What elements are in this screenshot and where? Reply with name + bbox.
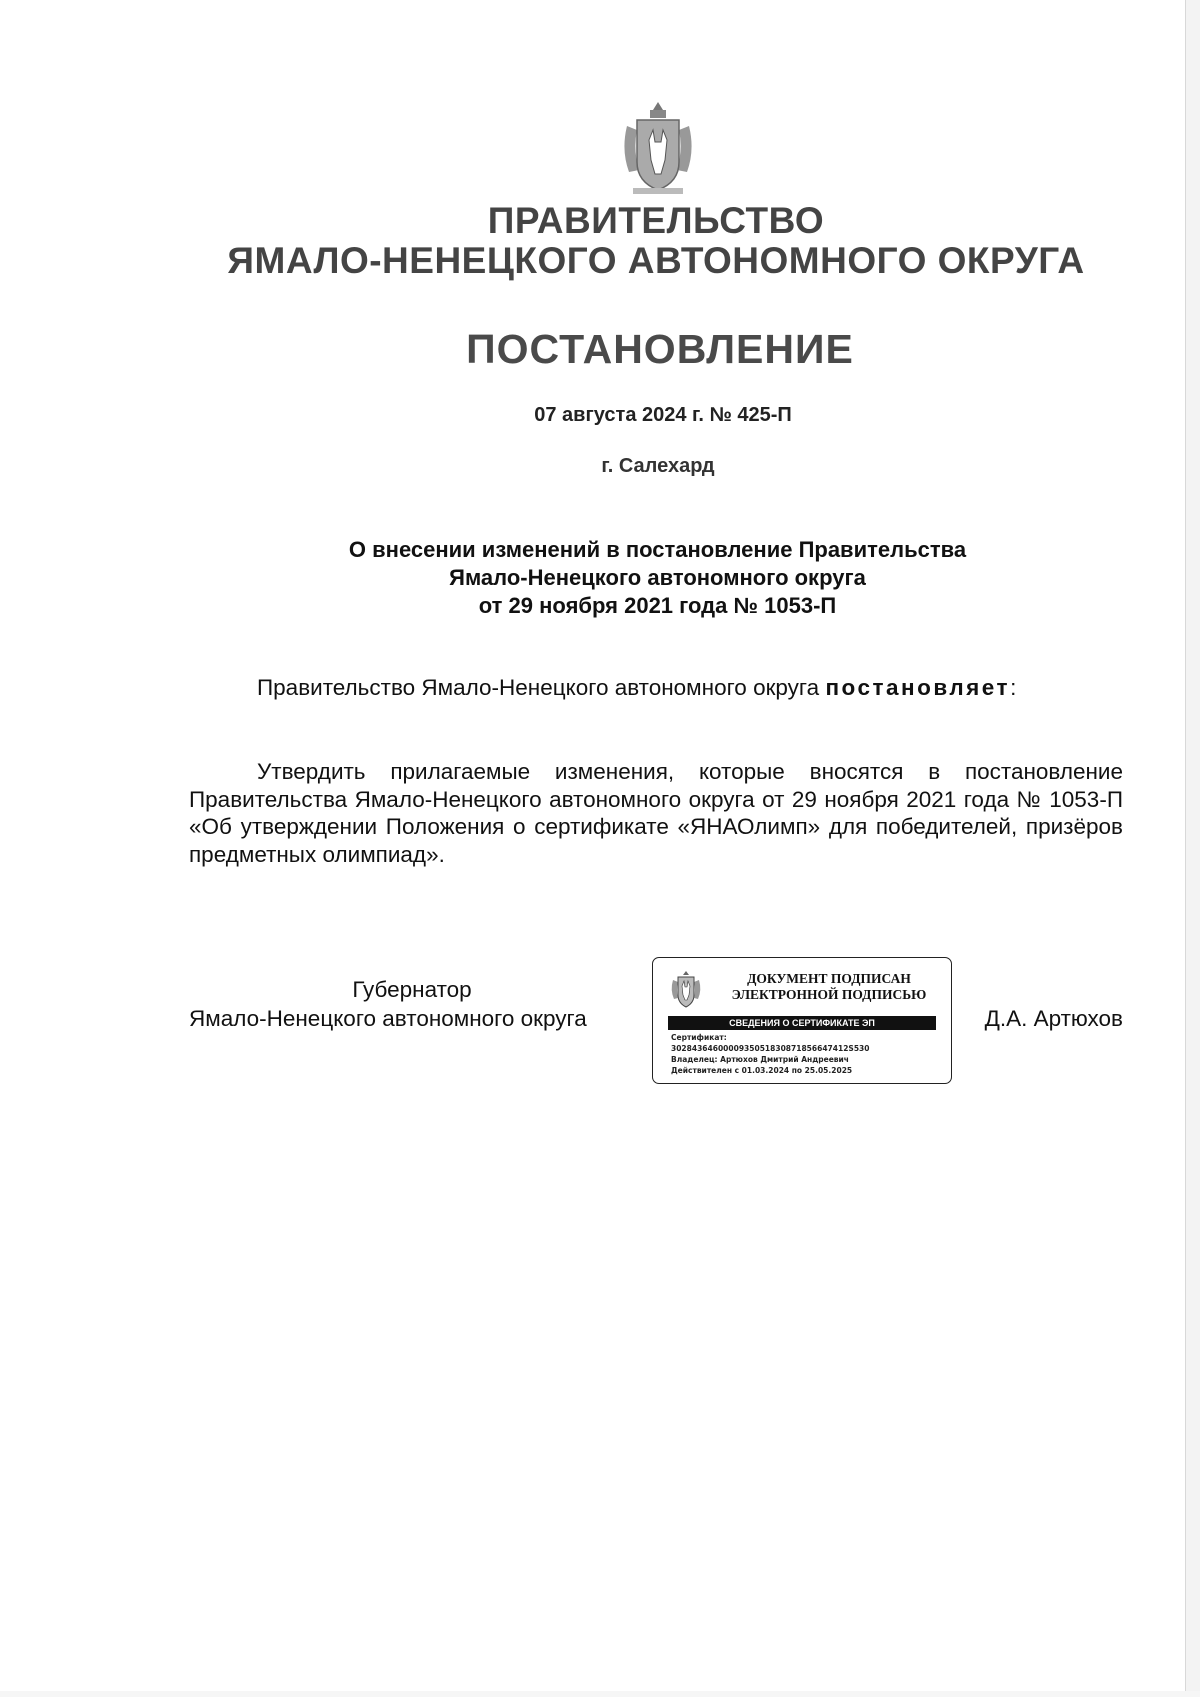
stamp-heading-line: ДОКУМЕНТ ПОДПИСАН (747, 971, 911, 986)
cert-label: Сертификат: (671, 1033, 727, 1042)
stamp-heading (711, 971, 947, 1003)
signatory-name: Д.А. Артюхов (984, 1006, 1123, 1031)
subject-line: от 29 ноября 2021 года № 1053-П (478, 593, 837, 618)
stamp-certificate-bar: СВЕДЕНИЯ О СЕРТИФИКАТЕ ЭП (668, 1016, 936, 1030)
document-subject (240, 536, 1075, 620)
organization-region: ЯМАЛО-НЕНЕЦКОГО АВТОНОМНОГО ОКРУГА (227, 240, 1085, 281)
e-signature-stamp (652, 957, 952, 1084)
page-edge (1185, 0, 1200, 1697)
resolution-paragraph (189, 758, 1123, 868)
signatory-title: Губернатор (352, 977, 472, 1002)
document-city: г. Салехард (601, 455, 715, 477)
organization-title: ПРАВИТЕЛЬСТВО (487, 200, 825, 241)
stamp-heading-line: ЭЛЕКТРОННОЙ ПОДПИСЬЮ (731, 987, 927, 1002)
preamble-emphasis: постановляет (825, 675, 1011, 700)
preamble-paragraph (189, 674, 1123, 702)
document-date-number: 07 августа 2024 г. № 425-П (534, 404, 792, 426)
cert-validity: Действителен с 01.03.2024 по 25.05.2025 (671, 1066, 853, 1075)
preamble-text: Правительство Ямало-Ненецкого автономного округа (257, 675, 820, 700)
page-bottom-edge (0, 1691, 1200, 1697)
coat-of-arms-icon (619, 100, 697, 198)
resolution-text: Утвердить прилагаемые изменения, которые вносятся в постановление Правительства Ямало-Ненецкого автономного округа от 29 ноября 2021 года № 1053-П «Об утверждении Положения о сертификате «ЯНАОлимп» для победителей, призёров предметных олимпиад». (189, 759, 1123, 867)
subject-line: Ямало-Ненецкого автономного округа (449, 565, 866, 590)
document-type: ПОСТАНОВЛЕНИЕ (466, 326, 854, 372)
subject-line: О внесении изменений в постановление Правительства (348, 537, 967, 562)
stamp-certificate-info (671, 1032, 941, 1076)
signatory-region: Ямало-Ненецкого автономного округа (189, 1006, 587, 1031)
cert-owner: Владелец: Артюхов Дмитрий Андреевич (671, 1055, 849, 1064)
preamble-colon: : (1010, 675, 1017, 700)
cert-number: 3028436460000935051830871856647412S530 (671, 1044, 870, 1053)
coat-of-arms-icon (670, 970, 702, 1010)
